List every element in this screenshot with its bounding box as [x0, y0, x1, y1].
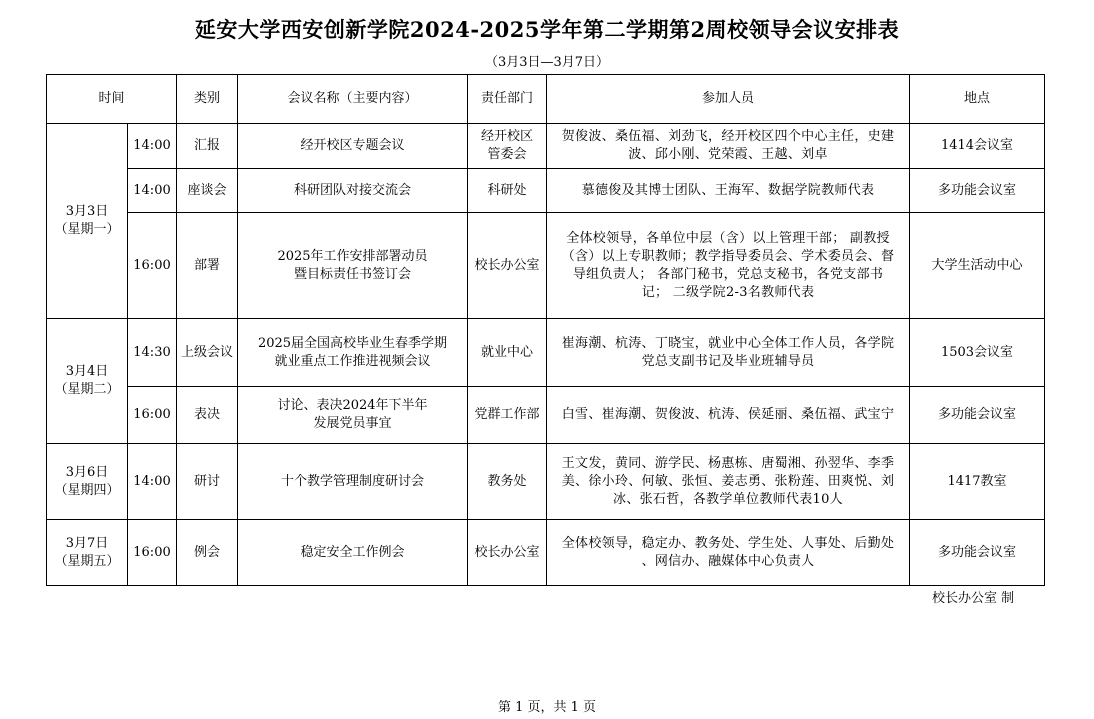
table-row [47, 169, 1045, 213]
dept-cell: 党群工作部 [468, 387, 547, 444]
category-cell: 上级会议 [177, 319, 238, 387]
participants-cell: 全体校领导，各单位中层（含）以上管理干部； 副教授 （含）以上专职教师；教学指导委员会、学术委员会、督 导组负责人； 各部门秘书，党总支秘书，各党支部书 记； 二级学院2-3名教师代表 [547, 213, 910, 319]
day-weekday: （星期五） [54, 553, 120, 569]
participants-cell: 慕德俊及其博士团队、王海军、数据学院教师代表 [547, 169, 910, 213]
category-cell: 研讨 [177, 444, 238, 520]
day-weekday: （星期一） [54, 222, 120, 237]
day-date: 3月4日 [65, 364, 109, 379]
category-cell: 例会 [177, 520, 238, 586]
location-cell: 1417教室 [910, 444, 1045, 520]
time-cell: 16:00 [128, 213, 177, 319]
time-cell: 14:00 [128, 169, 177, 213]
participants-cell: 白雪、崔海潮、贺俊波、杭涛、侯延丽、桑伍福、武宝宁 [547, 387, 910, 444]
table-row [47, 387, 1045, 444]
time-cell: 14:00 [128, 124, 177, 169]
day-cell [47, 520, 128, 586]
table-row [47, 444, 1045, 520]
header-location: 地点 [910, 75, 1045, 124]
day-date: 3月6日 [65, 464, 109, 480]
table-row [47, 213, 1045, 319]
header-category: 类别 [177, 75, 238, 124]
day-date: 3月3日 [65, 204, 109, 219]
participants-cell: 贺俊波、桑伍福、刘劲飞，经开校区四个中心主任，史建 波、邱小刚、党荣霞、王越、刘卓 [547, 124, 910, 169]
day-weekday: （星期四） [54, 482, 120, 498]
category-cell: 部署 [177, 213, 238, 319]
meeting-cell: 讨论、表决2024年下半年 发展党员事宜 [238, 387, 468, 444]
table-row [47, 520, 1045, 586]
meeting-cell: 稳定安全工作例会 [238, 520, 468, 586]
day-cell [47, 124, 128, 319]
category-cell: 汇报 [177, 124, 238, 169]
header-participants: 参加人员 [547, 75, 910, 124]
dept-cell: 科研处 [468, 169, 547, 213]
page-title: 延安大学西安创新学院2024-2025学年第二学期第2周校领导会议安排表 [194, 17, 900, 42]
header-time: 时间 [47, 75, 177, 124]
time-cell: 16:00 [128, 387, 177, 444]
table-row [47, 319, 1045, 387]
meeting-cell: 经开校区专题会议 [238, 124, 468, 169]
day-date: 3月7日 [65, 535, 109, 551]
participants-cell: 王文发，黄同、游学民、杨惠栋、唐蜀湘、孙翌华、李季 美、徐小玲、何敏、张恒、姜志勇、张粉莲、田爽悦、刘 冰、张石哲，各教学单位教师代表10人 [547, 444, 910, 520]
issuer-note: 校长办公室 制 [932, 591, 1015, 606]
dept-cell: 校长办公室 [468, 520, 547, 586]
day-cell [47, 444, 128, 520]
header-dept: 责任部门 [468, 75, 547, 124]
location-cell: 多功能会议室 [910, 169, 1045, 213]
schedule-table [46, 74, 1045, 586]
meeting-cell: 2025届全国高校毕业生春季学期 就业重点工作推进视频会议 [238, 319, 468, 387]
location-cell: 多功能会议室 [910, 387, 1045, 444]
time-cell: 16:00 [128, 520, 177, 586]
participants-cell: 全体校领导，稳定办、教务处、学生处、人事处、后勤处 、网信办、融媒体中心负责人 [547, 520, 910, 586]
dept-cell: 经开校区 管委会 [468, 124, 547, 169]
day-cell [47, 319, 128, 444]
dept-cell: 教务处 [468, 444, 547, 520]
meeting-cell: 2025年工作安排部署动员 暨目标责任书签订会 [238, 213, 468, 319]
participants-cell: 崔海潮、杭涛、丁晓宝，就业中心全体工作人员，各学院 党总支副书记及毕业班辅导员 [547, 319, 910, 387]
time-cell: 14:00 [128, 444, 177, 520]
dept-cell: 就业中心 [468, 319, 547, 387]
header-meeting: 会议名称（主要内容） [238, 75, 468, 124]
category-cell: 座谈会 [177, 169, 238, 213]
location-cell: 大学生活动中心 [910, 213, 1045, 319]
dept-cell: 校长办公室 [468, 213, 547, 319]
header-row [47, 75, 1045, 124]
location-cell: 1414会议室 [910, 124, 1045, 169]
meeting-cell: 科研团队对接交流会 [238, 169, 468, 213]
location-cell: 多功能会议室 [910, 520, 1045, 586]
date-range: （3月3日—3月7日） [484, 55, 610, 70]
time-cell: 14:30 [128, 319, 177, 387]
page-number: 第 1 页，共 1 页 [497, 700, 597, 715]
meeting-cell: 十个教学管理制度研讨会 [238, 444, 468, 520]
location-cell: 1503会议室 [910, 319, 1045, 387]
table-row [47, 124, 1045, 169]
day-weekday: （星期二） [54, 382, 120, 397]
category-cell: 表决 [177, 387, 238, 444]
